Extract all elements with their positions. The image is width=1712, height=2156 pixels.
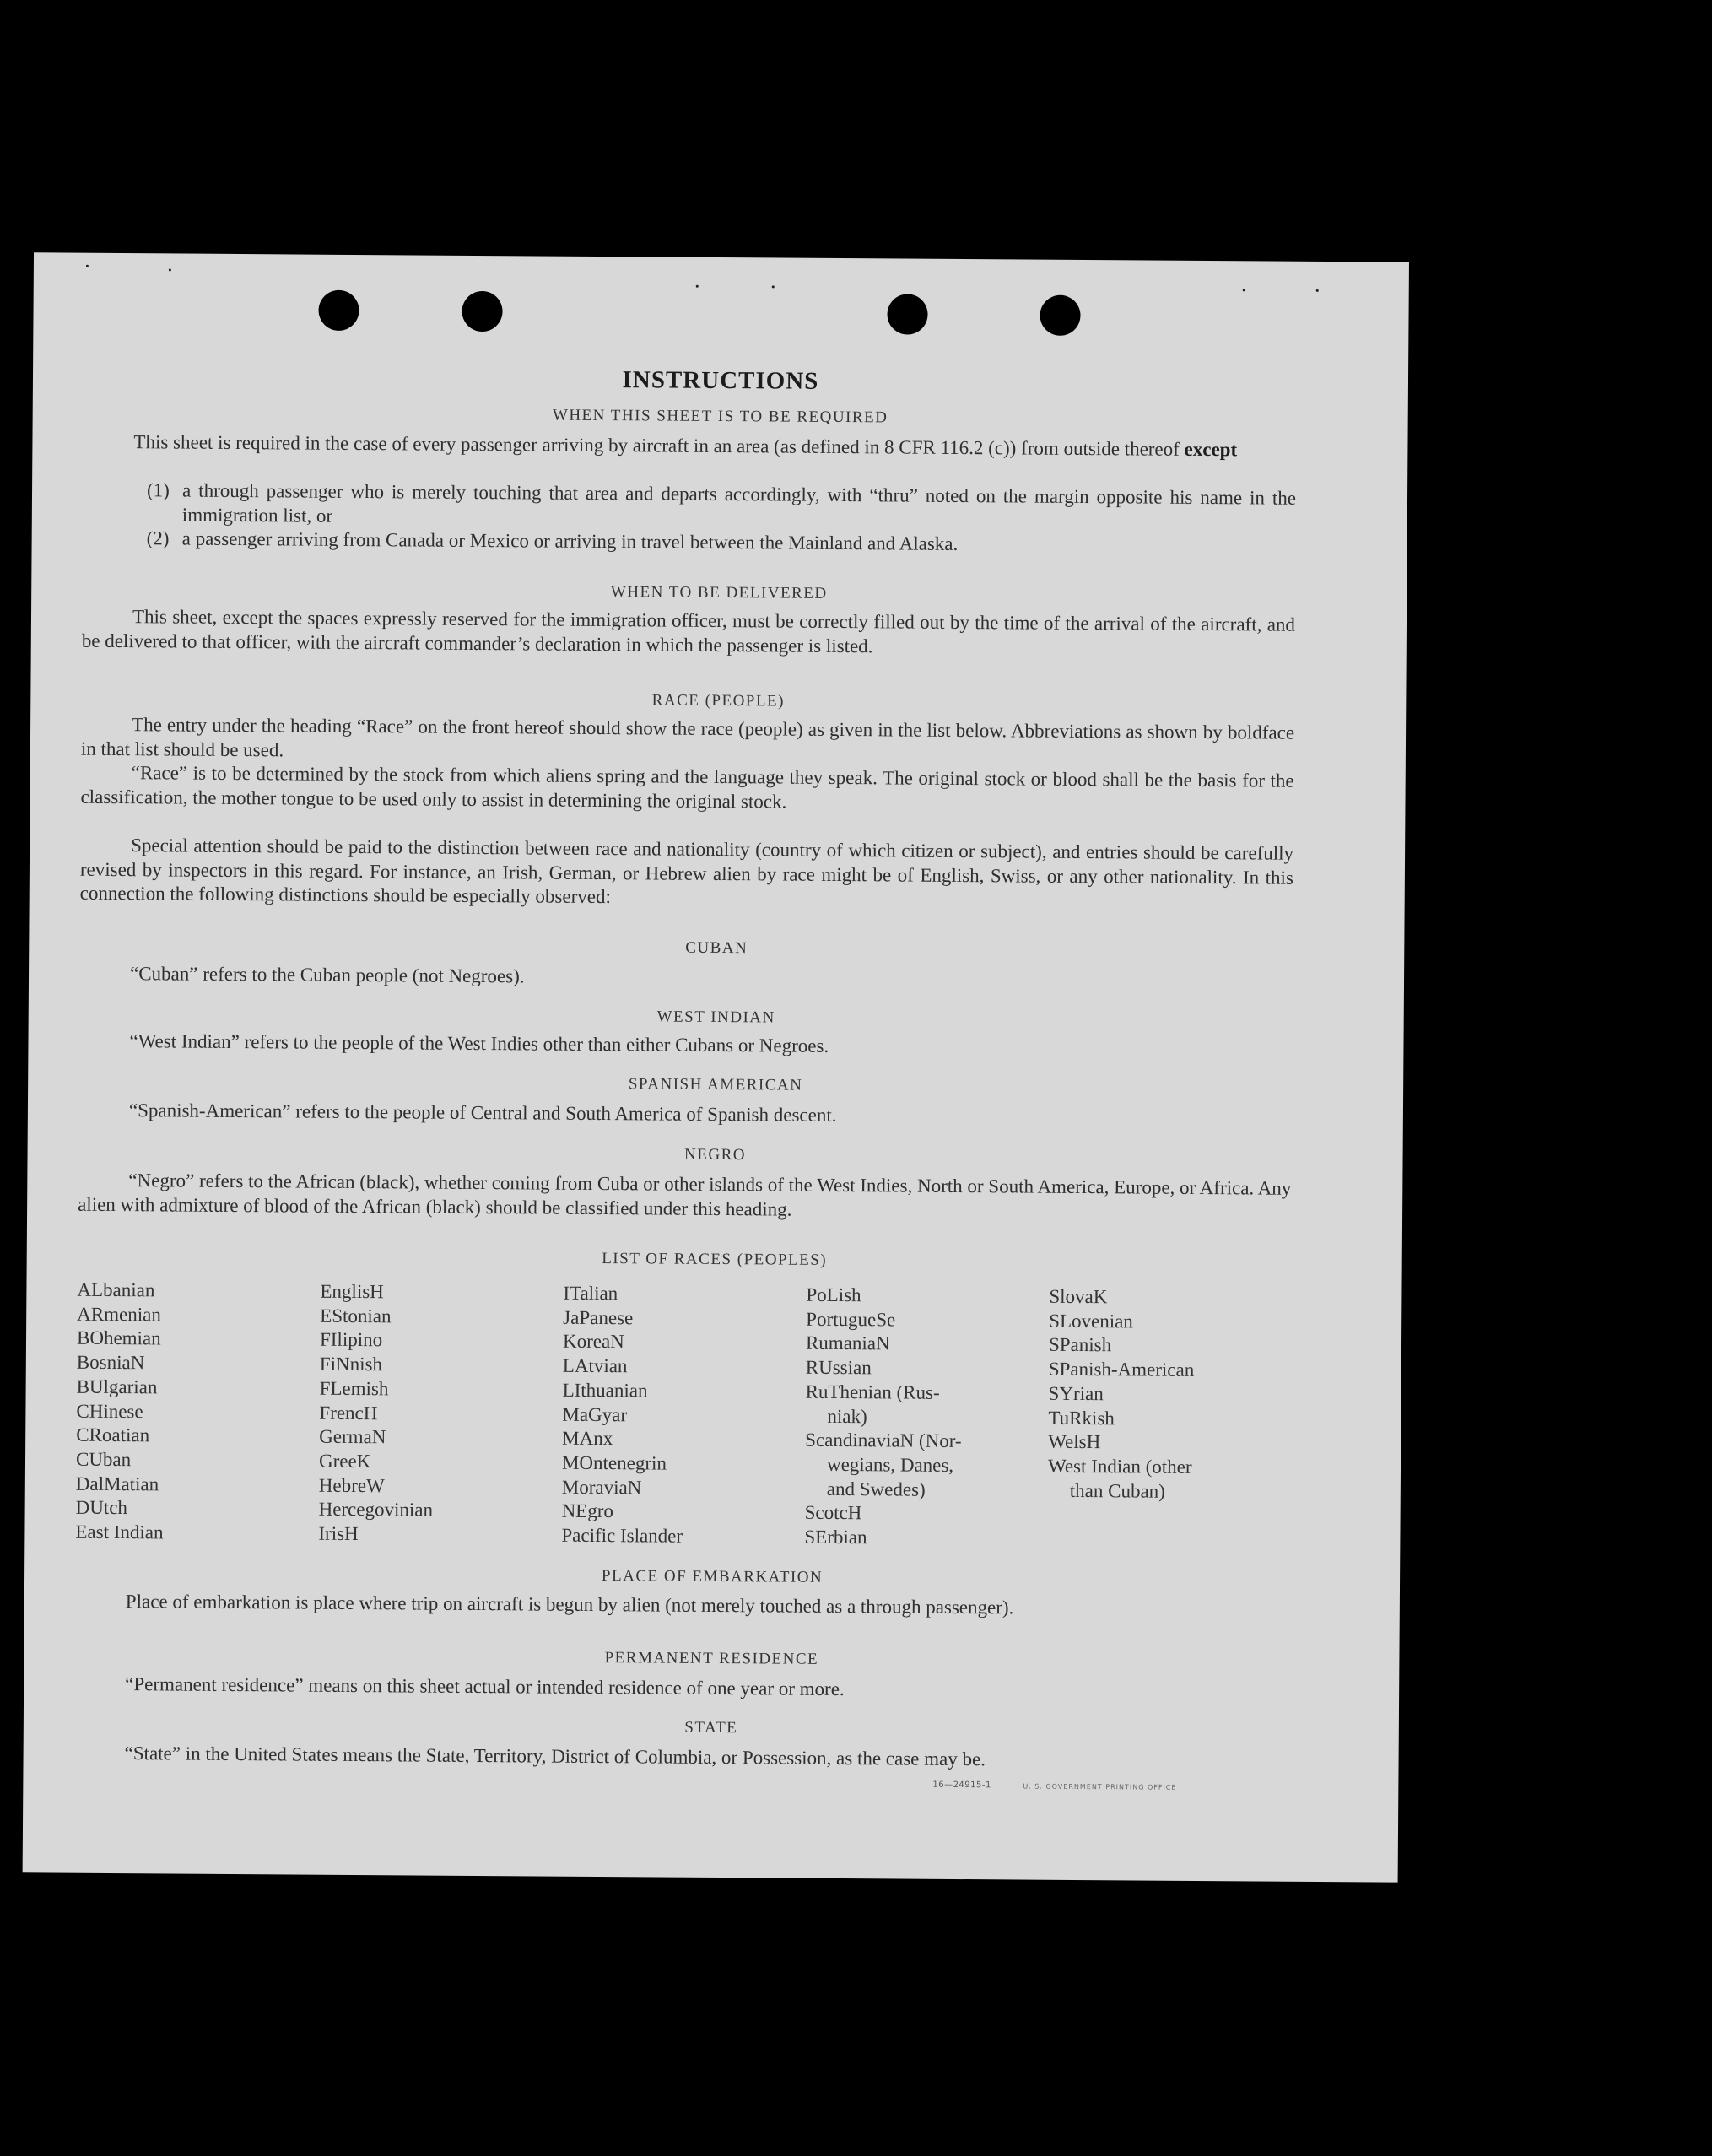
race-item: GermaN: [319, 1425, 386, 1448]
heading-residence: PERMANENT RESIDENCE: [604, 1649, 819, 1668]
races-column-2: [318, 1280, 556, 1548]
heading-state: STATE: [684, 1718, 738, 1737]
race-item: LIthuanian: [562, 1379, 648, 1402]
required-intro: [83, 430, 1296, 463]
form-code: 16—24915-1: [932, 1780, 991, 1791]
race-item: RumaniaN: [805, 1332, 890, 1354]
race-item: TuRkish: [1048, 1407, 1115, 1429]
required-intro-text: This sheet is required in the case of every passenger arriving by aircraft in an area (as defined in 8 CFR 116.2 (c)) from outside thereof: [133, 431, 1185, 460]
race-item: CUban: [75, 1448, 132, 1471]
race-item: FLemish: [319, 1377, 389, 1400]
race-item: CRoatian: [76, 1424, 150, 1446]
race-item: wegians, Danes,: [826, 1453, 954, 1476]
punch-hole: [462, 291, 502, 332]
race-item: BOhemian: [76, 1327, 161, 1349]
race-item: EnglisH: [320, 1280, 384, 1303]
exception-1-number: (1): [146, 479, 170, 501]
printer-imprint: U. S. GOVERNMENT PRINTING OFFICE: [1023, 1782, 1177, 1791]
dust-speck: [86, 265, 89, 267]
race-item: MOntenegrin: [561, 1451, 667, 1474]
race-item: DUtch: [75, 1497, 128, 1519]
race-item: CHinese: [76, 1400, 143, 1422]
exception-1-text: a through passenger who is merely touching that area and departs accordingly, with “thru” noted on the margin opposite his name in the immigration list, or: [181, 479, 1297, 527]
race-item: Hercegovinian: [318, 1499, 434, 1521]
race-item: ALbanian: [77, 1278, 155, 1301]
exception-2-text: a passenger arriving from Canada or Mexico or arriving in travel between the Mainland and Alaska.: [181, 527, 959, 554]
heading-embarkation: PLACE OF EMBARKATION: [601, 1567, 824, 1586]
required-exception-1: [146, 479, 1297, 535]
heading-required: WHEN THIS SHEET IS TO BE REQUIRED: [552, 406, 888, 427]
race-item: MaGyar: [562, 1403, 628, 1425]
race-item: SErbian: [804, 1526, 867, 1548]
race-item: BUlgarian: [76, 1375, 158, 1398]
race-item: EStonian: [320, 1305, 392, 1327]
heading-delivered: WHEN TO BE DELIVERED: [610, 583, 828, 602]
west-indian-text: “West Indian” refers to the people of the West Indies other than either Cubans or Negroes.: [129, 1030, 829, 1056]
race-item: HebreW: [318, 1474, 385, 1496]
heading-spanish-american: SPANISH AMERICAN: [628, 1075, 803, 1094]
race-item: RuThenian (Rus-: [805, 1381, 940, 1403]
race-item: LAtvian: [562, 1354, 628, 1377]
race-item: niak): [827, 1405, 867, 1427]
residence-text: “Permanent residence” means on this sheet actual or intended residence of one year or more.: [125, 1673, 845, 1700]
races-column-4: [804, 1283, 1042, 1552]
spanish-american-text: “Spanish-American” refers to the people of Central and South America of Spanish descent.: [128, 1100, 837, 1126]
dust-speck: [169, 268, 171, 271]
dust-speck: [696, 285, 699, 288]
punch-hole: [887, 294, 927, 334]
heading-race: RACE (PEOPLE): [651, 691, 786, 711]
race-item: ARmenian: [77, 1303, 161, 1326]
race-item: JaPanese: [563, 1306, 634, 1329]
heading-cuban: CUBAN: [685, 938, 748, 958]
races-list: [75, 1278, 1292, 1557]
race-item: ITalian: [563, 1282, 618, 1305]
race-item: Pacific Islander: [561, 1524, 683, 1547]
embarkation-text: Place of embarkation is place where trip on aircraft is begun by alien (not merely touched as a through passenger).: [125, 1591, 1014, 1618]
race-item: SPanish: [1048, 1334, 1112, 1356]
state-text: “State” in the United States means the State, Territory, District of Columbia, or Possession, as the case may be.: [124, 1743, 986, 1770]
negro-text: “Negro” refers to the African (black), whether coming from Cuba or other islands of the West Indies, North or South America, Europe, or Africa. Any alien with admixture of blood of the African (black) should be classified under this heading.: [78, 1170, 1292, 1220]
dust-speck: [772, 285, 775, 288]
race-paragraph-2: “Race” is to be determined by the stock from which aliens spring and the language they speak. The original stock or blood shall be the basis for the classification, the mother tongue to be used only to assist in determining the original stock.: [80, 762, 1294, 813]
race-item: BosniaN: [76, 1351, 145, 1374]
race-item: SPanish-American: [1048, 1358, 1195, 1381]
race-item: MoraviaN: [561, 1476, 642, 1498]
race-item: FrencH: [319, 1402, 378, 1424]
required-except: except: [1184, 438, 1238, 461]
heading-negro: NEGRO: [684, 1145, 747, 1164]
race-item: DalMatian: [75, 1472, 159, 1495]
race-item: RUssian: [805, 1356, 872, 1379]
races-column-3: [561, 1282, 799, 1550]
race-item: SLovenian: [1049, 1310, 1133, 1332]
race-item: than Cuban): [1069, 1479, 1165, 1502]
dust-speck: [1316, 289, 1319, 292]
race-item: SYrian: [1048, 1382, 1104, 1405]
race-item: ScotcH: [804, 1502, 862, 1524]
race-item: KoreaN: [562, 1331, 624, 1353]
race-item: NEgro: [561, 1500, 614, 1522]
race-item: IrisH: [318, 1522, 359, 1545]
race-item: SlovaK: [1049, 1285, 1108, 1308]
delivered-text: This sheet, except the spaces expressly reserved for the immigration officer, must be correctly filled out by the time of the arrival of the aircraft, and be delivered to that officer, with the aircraft commander’s declaration in which the passenger is listed.: [81, 606, 1296, 657]
races-column-1: [75, 1278, 313, 1547]
race-item: and Swedes): [826, 1478, 926, 1500]
punch-hole: [1040, 295, 1080, 336]
heading-races-list: LIST OF RACES (PEOPLES): [602, 1250, 828, 1269]
cuban-text: “Cuban” refers to the Cuban people (not Negroes).: [129, 963, 525, 987]
race-item: MAnx: [562, 1427, 613, 1450]
race-paragraph-3: Special attention should be paid to the distinction between race and nationality (country of which citizen or subject), and entries should be carefully revised by inspectors in this regard. For instance, an Irish, German, or Hebrew alien by race might be of English, Swiss, or any other nationality. In this connection the following distinctions should be especially observed:: [79, 835, 1294, 908]
race-item: West Indian (other: [1047, 1455, 1192, 1478]
race-item: GreeK: [318, 1450, 371, 1472]
race-item: WelsH: [1048, 1430, 1101, 1453]
race-item: FiNnish: [319, 1353, 383, 1375]
race-item: East Indian: [75, 1521, 164, 1543]
races-column-5: [1048, 1285, 1286, 1505]
instruction-sheet: [23, 252, 1409, 1882]
race-item: PoLish: [806, 1283, 861, 1306]
race-item: FIlipino: [319, 1329, 383, 1351]
heading-west-indian: WEST INDIAN: [656, 1008, 775, 1027]
exception-2-number: (2): [146, 527, 170, 549]
page-title: INSTRUCTIONS: [622, 366, 819, 395]
dust-speck: [1243, 289, 1245, 291]
race-paragraph-1: The entry under the heading “Race” on the front hereof should show the race (people) as given in the list below. Abbreviations as shown by boldface in that list should be used.: [80, 714, 1295, 760]
punch-hole: [318, 290, 359, 331]
race-item: PortugueSe: [806, 1308, 896, 1331]
race-item: ScandinaviaN (Nor-: [805, 1429, 962, 1452]
